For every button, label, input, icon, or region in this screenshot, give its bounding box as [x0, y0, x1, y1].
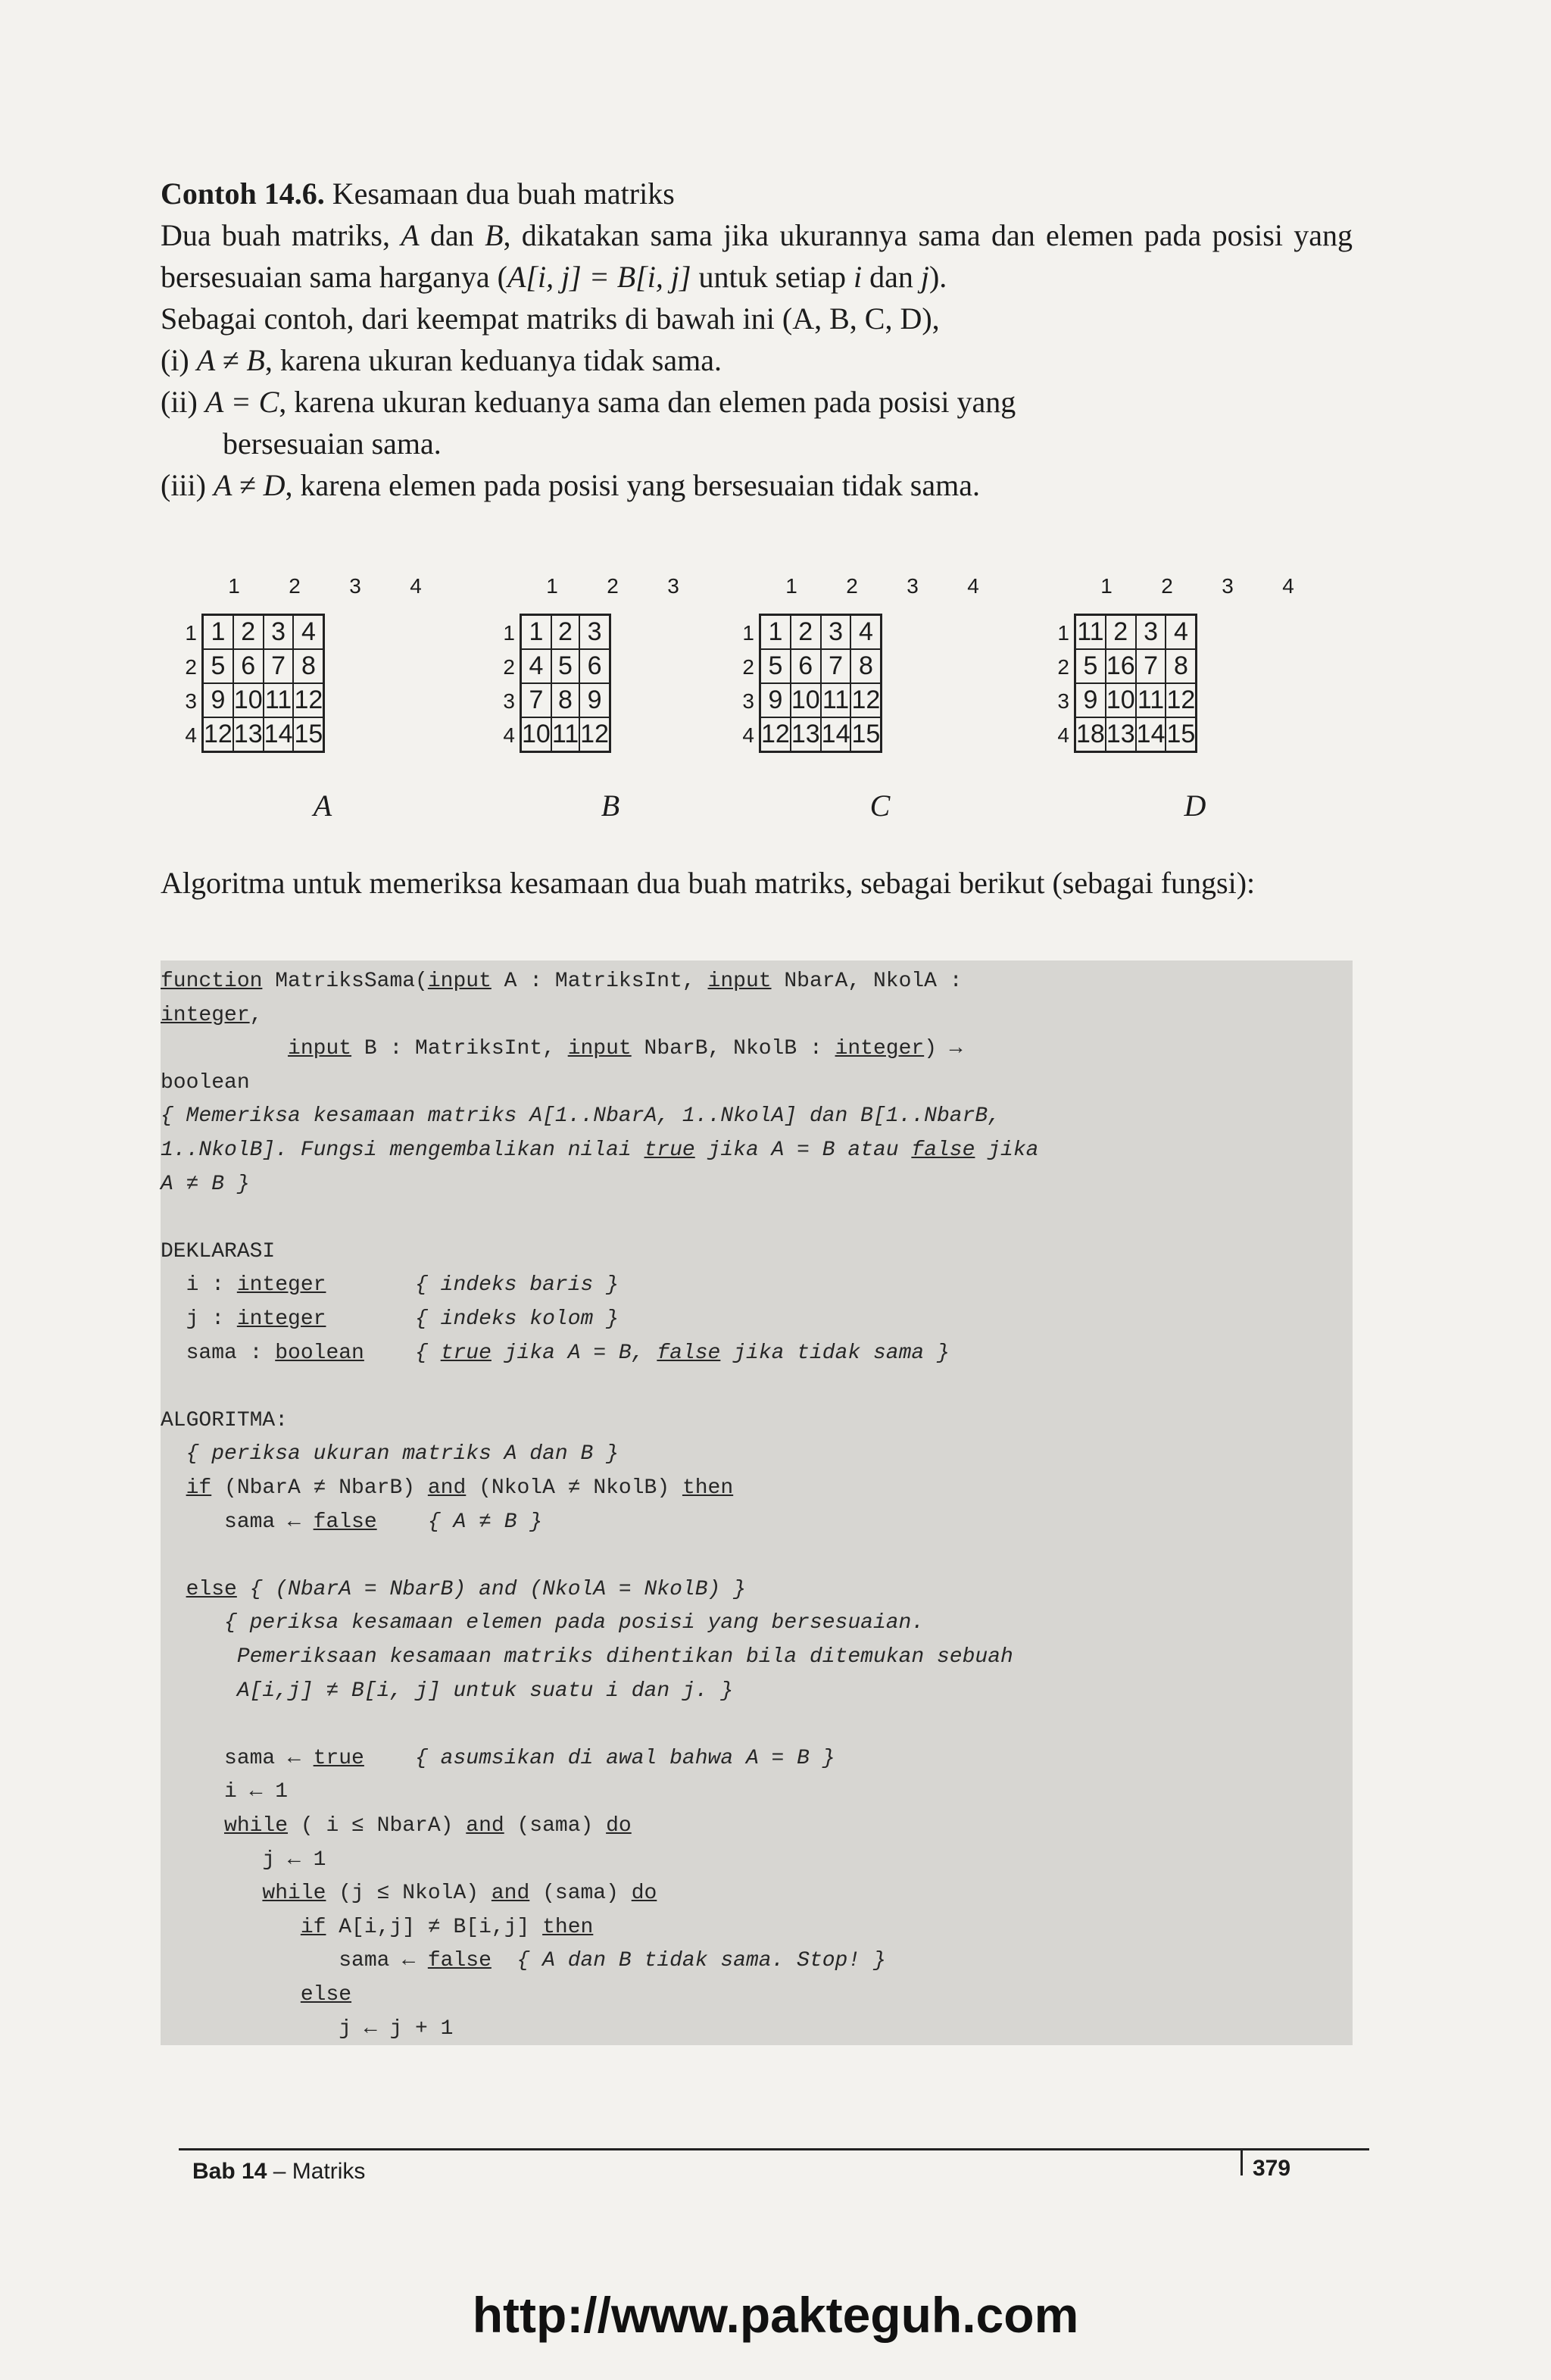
footer-rule: [179, 2148, 1369, 2150]
matrix-row: [1075, 649, 1197, 683]
matrix-cell: 8: [850, 649, 881, 683]
code-keyword: false: [313, 1510, 377, 1534]
code-token: j :: [161, 1307, 237, 1331]
column-index: 3: [349, 574, 361, 598]
case-expression: A = C: [204, 385, 279, 419]
matrix-cell: 3: [821, 615, 851, 650]
matrix-cell: 3: [579, 615, 610, 650]
code-keyword: if: [300, 1915, 326, 1939]
row-index: 1: [1057, 621, 1069, 645]
code-token: (NbarA ≠ NbarB): [211, 1476, 428, 1500]
intro-text: , dikatakan sama jika ukurannya sama dan elemen pada posisi yang bersesuaian sama harganya (: [161, 218, 1353, 294]
code-token: (sama): [529, 1882, 632, 1906]
code-token: boolean: [161, 1070, 250, 1095]
matrix-row: [521, 649, 610, 683]
code-token: ALGORITMA:: [161, 1408, 289, 1432]
code-line: [161, 970, 963, 993]
code-line: [161, 1004, 262, 1027]
code-keyword: while: [224, 1814, 289, 1838]
code-token: A[i,j] ≠ B[i,j]: [326, 1915, 543, 1939]
matrix-cell: 16: [1106, 649, 1136, 683]
matrix-name: A: [313, 789, 332, 823]
matrix-cell: 4: [293, 615, 323, 650]
matrix-row: [760, 649, 882, 683]
code-keyword: function: [161, 970, 263, 993]
code-keyword: do: [606, 1814, 632, 1838]
matrix-row: [760, 683, 882, 717]
var-i: i: [853, 260, 863, 294]
code-token: [326, 1307, 415, 1331]
matrix-cell: 4: [850, 615, 881, 650]
code-keyword: input: [567, 1037, 632, 1061]
code-keyword: integer: [835, 1037, 925, 1061]
code-token: sama ←: [161, 1510, 314, 1534]
matrix-cell: 6: [579, 649, 610, 683]
row-index: 1: [742, 621, 754, 645]
code-token: sama ←: [161, 1746, 314, 1770]
column-index: 3: [907, 574, 919, 598]
matrix-cell: 7: [1136, 649, 1166, 683]
matrix-row: [1075, 717, 1197, 752]
example-intro: Sebagai contoh, dari keempat matriks di bawah ini (A, B, C, D),: [161, 301, 940, 336]
code-keyword: else: [186, 1577, 237, 1601]
code-token: A : MatriksInt,: [491, 970, 708, 993]
code-line: [161, 1173, 250, 1196]
code-comment: { periksa ukuran matriks A dan B }: [186, 1442, 619, 1466]
row-index: 2: [742, 655, 754, 679]
matrix-cell: 14: [821, 717, 851, 752]
code-token: [326, 1273, 415, 1297]
matrix-name: B: [601, 789, 620, 823]
code-keyword: true: [440, 1341, 492, 1365]
code-token: j ← j + 1: [161, 2016, 454, 2041]
chapter-separator: –: [267, 2159, 292, 2184]
code-line: [161, 1476, 733, 1500]
matrix-cell: 11: [1136, 683, 1166, 717]
equality-expression: A[i, j] = B[i, j]: [507, 260, 691, 294]
var-b: B: [485, 218, 504, 252]
column-index: 2: [289, 574, 301, 598]
code-token: NbarB, NkolB :: [631, 1037, 835, 1061]
example-section: [161, 173, 1353, 506]
example-title: Kesamaan dua buah matriks: [332, 176, 675, 211]
matrix-cell: 5: [551, 649, 579, 683]
column-index: 4: [1282, 574, 1294, 598]
matrix-cell: 3: [264, 615, 294, 650]
matrix-cell: 11: [264, 683, 294, 717]
code-token: [161, 1645, 237, 1669]
matrix-cell: 5: [760, 649, 791, 683]
watermark-url[interactable]: http://www.pakteguh.com: [472, 2287, 1079, 2343]
matrix-cell: 8: [1166, 649, 1196, 683]
code-token: [377, 1510, 428, 1534]
matrix-cell: 12: [760, 717, 791, 752]
code-line: [161, 1273, 619, 1297]
code-line: [161, 2017, 453, 2041]
matrix-cell: 7: [821, 649, 851, 683]
matrix-cell: 14: [1136, 717, 1166, 752]
code-token: B : MatriksInt,: [351, 1037, 568, 1061]
code-line: [161, 1240, 275, 1263]
var-j: j: [920, 260, 929, 294]
code-line: [161, 1679, 733, 1703]
code-comment: { asumsikan di awal bahwa A = B }: [415, 1746, 835, 1770]
matrix-cell: 12: [850, 683, 881, 717]
code-comment: A ≠ B }: [161, 1172, 250, 1196]
code-keyword: false: [911, 1138, 975, 1162]
matrix-cell: 1: [203, 615, 233, 650]
row-index: 4: [1057, 723, 1069, 747]
matrix-cell: 10: [1106, 683, 1136, 717]
row-index: 4: [185, 723, 197, 747]
code-token: [161, 1814, 224, 1838]
row-index: 1: [185, 621, 197, 645]
code-comment: jika A = B,: [491, 1341, 657, 1365]
code-token: [161, 1882, 262, 1905]
matrix-name: C: [869, 789, 891, 823]
matrix-row: [203, 717, 324, 752]
matrix-cell: 13: [1106, 717, 1136, 752]
row-index: 4: [503, 723, 515, 747]
code-keyword: then: [682, 1476, 734, 1500]
code-token: (sama): [504, 1814, 607, 1838]
code-keyword: input: [288, 1037, 352, 1061]
matrix-cell: 10: [233, 683, 264, 717]
matrix-cell: 1: [760, 615, 791, 650]
column-index: 1: [546, 574, 558, 598]
matrix-cell: 13: [791, 717, 821, 752]
matrix-row: [203, 683, 324, 717]
code-keyword: and: [427, 1476, 467, 1500]
code-token: [364, 1341, 415, 1365]
example-label: Contoh 14.6.: [161, 176, 325, 211]
chapter-number: Bab 14: [192, 2159, 267, 2184]
matrix-row: [760, 615, 882, 650]
code-comment: Pemeriksaan kesamaan matriks dihentikan bila ditemukan sebuah: [236, 1645, 1013, 1669]
matrix-grid: [1074, 614, 1197, 753]
code-token: [161, 1916, 301, 1939]
code-token: i :: [161, 1273, 237, 1298]
row-index: 2: [185, 655, 197, 679]
matrix-cell: 7: [521, 683, 551, 717]
code-keyword: while: [262, 1882, 326, 1906]
code-line: [161, 1949, 886, 1972]
case-ii: [161, 381, 1353, 423]
matrix-cell: 12: [203, 717, 233, 752]
code-line: [161, 1645, 1013, 1669]
code-token: [237, 1578, 250, 1601]
row-index: 3: [503, 689, 515, 713]
matrix-cell: 4: [521, 649, 551, 683]
matrix-cell: 12: [1166, 683, 1196, 717]
column-index: 1: [785, 574, 797, 598]
code-token: i ← 1: [161, 1780, 289, 1804]
matrix-cell: 10: [791, 683, 821, 717]
matrix-cell: 11: [1075, 615, 1106, 650]
case-text: , karena ukuran keduanya tidak sama.: [264, 343, 722, 377]
case-expression: A ≠ D: [213, 468, 286, 502]
code-line: [161, 1780, 288, 1804]
code-comment: 1..NkolB]. Fungsi mengembalikan nilai: [161, 1138, 644, 1162]
matrix-cell: 15: [293, 717, 323, 752]
code-keyword: input: [707, 970, 772, 993]
code-keyword: true: [313, 1746, 364, 1770]
code-comment: { A dan B tidak sama. Stop! }: [516, 1949, 886, 1973]
matrix-row: [760, 717, 882, 752]
pseudocode-block: [161, 960, 1353, 2045]
matrix-cell: 12: [579, 717, 610, 752]
code-line: [161, 1611, 924, 1635]
code-line: [161, 1037, 963, 1060]
column-index: 3: [1222, 574, 1234, 598]
intro-paragraph: [161, 214, 1353, 298]
code-comment: jika: [975, 1138, 1039, 1162]
code-comment: {: [415, 1341, 441, 1365]
matrix-cell: 6: [233, 649, 264, 683]
matrix-cell: 2: [233, 615, 264, 650]
case-i: [161, 339, 1353, 381]
intro-text: dan: [419, 218, 485, 252]
footer-chapter: [192, 2159, 365, 2185]
code-line: [161, 1442, 619, 1466]
code-comment: jika A = B atau: [694, 1138, 912, 1162]
code-keyword: input: [427, 970, 492, 993]
matrix-grid: [759, 614, 882, 753]
code-keyword: and: [491, 1882, 530, 1906]
matrix-cell: 3: [1136, 615, 1166, 650]
matrix-row: [1075, 615, 1197, 650]
case-text: , karena elemen pada posisi yang bersesuaian tidak sama.: [285, 468, 980, 502]
matrix-cell: 2: [551, 615, 579, 650]
matrix-cell: 5: [203, 649, 233, 683]
code-line: [161, 1747, 835, 1770]
code-keyword: integer: [236, 1273, 326, 1298]
code-line: [161, 1341, 950, 1365]
case-ii-continuation: bersesuaian sama.: [223, 426, 442, 461]
matrix-name: D: [1184, 789, 1206, 823]
matrix-cell: 4: [1166, 615, 1196, 650]
intro-text: untuk setiap: [691, 260, 854, 294]
code-keyword: then: [542, 1915, 594, 1939]
code-keyword: and: [466, 1814, 504, 1838]
code-line: [161, 1307, 619, 1331]
matrix-row: [521, 717, 610, 752]
matrix-cell: 5: [1075, 649, 1106, 683]
matrix-row: [203, 615, 324, 650]
matrix-cell: 1: [521, 615, 551, 650]
code-comment: { (NbarA = NbarB) and (NkolA = NkolB) }: [249, 1577, 746, 1601]
code-token: [161, 1476, 186, 1500]
code-token: j ← 1: [161, 1847, 326, 1872]
matrix-cell: 12: [293, 683, 323, 717]
code-token: [364, 1747, 415, 1770]
matrix-cell: 15: [850, 717, 881, 752]
matrix-cell: 13: [233, 717, 264, 752]
code-line: [161, 1409, 288, 1432]
case-number: (iii): [161, 468, 206, 502]
code-token: ( i ≤ NbarA): [288, 1814, 467, 1838]
code-keyword: true: [644, 1138, 695, 1162]
intro-text: Dua buah matriks,: [161, 218, 401, 252]
matrix-cell: 6: [791, 649, 821, 683]
column-index: 1: [1100, 574, 1113, 598]
code-token: [161, 1578, 186, 1601]
code-keyword: do: [631, 1882, 657, 1906]
intro-text: dan: [862, 260, 921, 294]
matrix-cell: 11: [821, 683, 851, 717]
code-line: [161, 1882, 657, 1905]
code-token: [161, 1037, 288, 1060]
row-index: 2: [503, 655, 515, 679]
matrix-grid: [520, 614, 611, 753]
case-expression: A ≠ B: [196, 343, 265, 377]
matrix-grid: [201, 614, 325, 753]
code-token: ) →: [924, 1037, 963, 1061]
matrix-cell: 15: [1166, 717, 1196, 752]
code-line: [161, 1138, 1038, 1162]
footer-divider: [1240, 2148, 1243, 2175]
matrix-cell: 8: [551, 683, 579, 717]
matrix-cell: 9: [579, 683, 610, 717]
column-index: 2: [1161, 574, 1173, 598]
case-number: (i): [161, 343, 189, 377]
matrix-row: [1075, 683, 1197, 717]
code-line: [161, 1814, 632, 1838]
matrix-cell: 9: [760, 683, 791, 717]
code-line: [161, 1071, 250, 1095]
code-line: [161, 1578, 746, 1601]
row-index: 1: [503, 621, 515, 645]
matrix-row: [203, 649, 324, 683]
code-token: sama :: [161, 1341, 276, 1365]
matrix-cell: 10: [521, 717, 551, 752]
code-keyword: integer: [161, 1003, 250, 1027]
matrix-cell: 14: [264, 717, 294, 752]
code-token: [161, 1611, 224, 1635]
code-comment: A[i,j] ≠ B[i, j] untuk suatu i dan j. }: [236, 1679, 734, 1703]
chapter-title: Matriks: [292, 2159, 366, 2184]
code-token: DEKLARASI: [161, 1239, 276, 1263]
page-number: 379: [1253, 2156, 1291, 2181]
code-token: (j ≤ NkolA): [326, 1882, 492, 1906]
matrix-figures: [179, 574, 1360, 824]
row-index: 4: [742, 723, 754, 747]
code-comment: { A ≠ B }: [427, 1510, 543, 1534]
matrix-cell: 9: [1075, 683, 1106, 717]
column-index: 2: [846, 574, 858, 598]
matrix-cell: 7: [264, 649, 294, 683]
code-keyword: if: [186, 1476, 212, 1500]
column-index: 1: [228, 574, 240, 598]
code-comment: { Memeriksa kesamaan matriks A[1..NbarA, 1..NkolA] dan B[1..NbarB,: [161, 1104, 1000, 1129]
matrix-cell: 9: [203, 683, 233, 717]
code-keyword: boolean: [275, 1341, 364, 1365]
code-keyword: false: [657, 1341, 721, 1365]
code-line: [161, 1104, 1000, 1128]
code-comment: { indeks baris }: [415, 1273, 619, 1298]
column-index: 2: [607, 574, 619, 598]
intro-text: ).: [928, 260, 947, 294]
code-token: [161, 1983, 301, 2007]
code-token: sama ←: [161, 1949, 428, 1973]
code-keyword: integer: [236, 1307, 326, 1331]
row-index: 3: [742, 689, 754, 713]
row-index: 2: [1057, 655, 1069, 679]
code-token: (NkolA ≠ NkolB): [466, 1476, 682, 1500]
code-token: NbarA, NkolA :: [771, 970, 963, 993]
matrix-row: [521, 615, 610, 650]
matrix-row: [521, 683, 610, 717]
row-index: 3: [185, 689, 197, 713]
column-index: 4: [410, 574, 422, 598]
column-index: 3: [667, 574, 679, 598]
case-iii: [161, 464, 1353, 506]
code-line: [161, 1510, 542, 1534]
var-a: A: [401, 218, 420, 252]
code-line: [161, 1983, 351, 2007]
code-token: ,: [249, 1003, 263, 1027]
matrix-cell: 2: [1106, 615, 1136, 650]
code-keyword: else: [300, 1983, 352, 2007]
code-line: [161, 1848, 326, 1872]
matrix-cell: 8: [293, 649, 323, 683]
code-token: [161, 1442, 186, 1466]
algorithm-intro: Algoritma untuk memeriksa kesamaan dua buah matriks, sebagai berikut (sebagai fungsi):: [161, 866, 1256, 900]
matrix-cell: 2: [791, 615, 821, 650]
matrix-cell: 11: [551, 717, 579, 752]
row-index: 3: [1057, 689, 1069, 713]
case-number: (ii): [161, 385, 198, 419]
code-line: [161, 1916, 593, 1939]
code-comment: { indeks kolom }: [415, 1307, 619, 1331]
code-comment: jika tidak sama }: [720, 1341, 950, 1365]
column-index: 4: [967, 574, 979, 598]
code-keyword: false: [427, 1949, 492, 1973]
case-text: , karena ukuran keduanya sama dan elemen pada posisi yang: [279, 385, 1016, 419]
code-token: [161, 1679, 237, 1703]
code-token: [492, 1949, 517, 1972]
example-heading: [161, 173, 1353, 214]
code-token: MatriksSama(: [262, 970, 428, 993]
matrix-cell: 18: [1075, 717, 1106, 752]
code-comment: { periksa kesamaan elemen pada posisi yang bersesuaian.: [224, 1611, 925, 1635]
